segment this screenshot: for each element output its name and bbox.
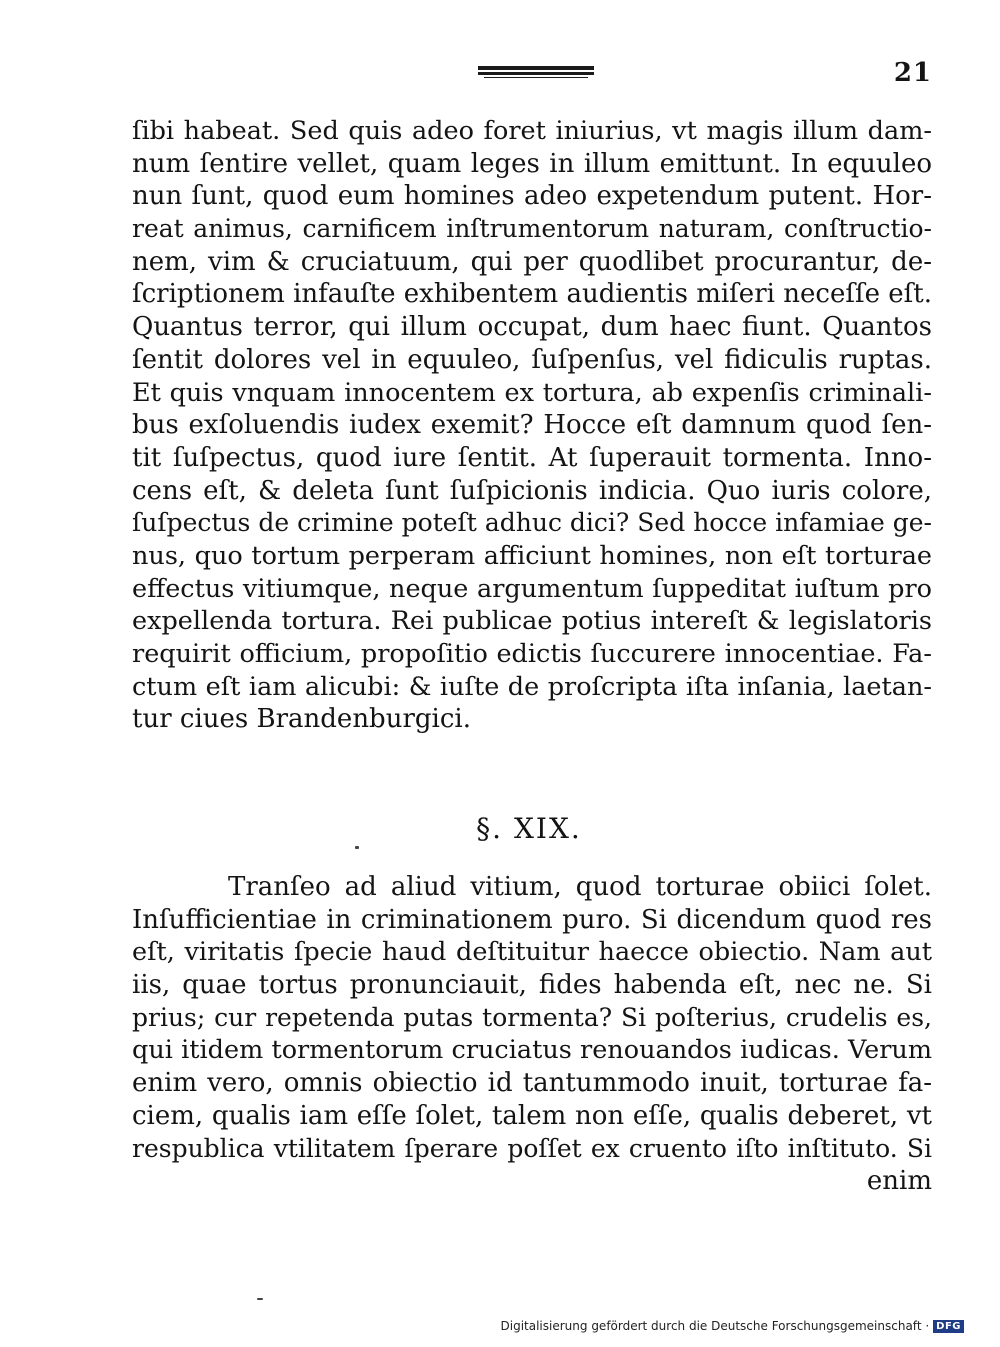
text-line: qui itidem tormentorum cruciatus renouandos iudicas. Verum (132, 1035, 932, 1066)
header-ornament-rule (478, 66, 594, 80)
dfg-logo: DFG (933, 1320, 964, 1333)
text-line: respublica vtilitatem ſperare poſſet ex cruento iſto inſtituto. Si (132, 1133, 932, 1163)
text-line: effectus vitiumque, neque argumentum ſuppeditat iuſtum pro (132, 573, 932, 604)
text-line: prius; cur repetenda putas tormenta? Si poſterius, crudelis es, (132, 1002, 932, 1032)
section-heading: §. XIX. (476, 812, 582, 845)
text-line: Tranſeo ad aliud vitium, quod torturae obiici ſolet. (228, 872, 932, 902)
text-line: nus, quo tortum perperam afficiunt homines, non eſt torturae (132, 540, 932, 571)
paragraph-1 (132, 115, 932, 736)
ornament-bar (478, 72, 594, 75)
text-line: enim vero, omnis obiectio id tantummodo inuit, torturae fa- (132, 1068, 932, 1099)
text-line: Quantus terror, qui illum occupat, dum haec fiunt. Quantos (132, 312, 932, 343)
text-line: reat animus, carnificem inſtrumentorum naturam, conſtructio- (132, 214, 932, 244)
text-line: expellenda tortura. Rei publicae potius intereſt & legislatoris (132, 606, 932, 637)
text-line: ſuſpectus de crimine poteſt adhuc dici? Sed hocce infamiae ge- (132, 508, 932, 538)
text-line: requirit officium, propoſitio edictis ſuccurere innocentiae. Fa- (132, 639, 932, 669)
text-line: ſcriptionem infauſte exhibentem audientis miſeri neceſſe eſt. (132, 279, 932, 310)
text-line: iis, quae tortus pronunciauit, fides habenda eſt, nec ne. Si (132, 970, 932, 1001)
print-speck (355, 846, 359, 849)
text-line: cens eſt, & deleta ſunt ſuſpicionis indicia. Quo iuris colore, (132, 475, 932, 506)
ornament-bar (478, 66, 594, 70)
paragraph-2 (132, 871, 932, 1198)
text-line: Et quis vnquam innocentem ex tortura, ab expenſis criminali- (132, 377, 932, 408)
text-line: ſibi habeat. Sed quis adeo foret iniurius, vt magis illum dam- (132, 116, 932, 146)
credit-text: Digitalisierung gefördert durch die Deutsche Forschungsgemeinschaft · (500, 1319, 930, 1333)
text-line: Inſufficientiae in criminationem puro. Si dicendum quod res (132, 904, 932, 935)
text-line: ſentit dolores vel in equuleo, ſuſpenſus, vel fidiculis ruptas. (132, 344, 932, 375)
text-line: nem, vim & cruciatuum, qui per quodlibet procurantur, de- (132, 246, 932, 277)
text-line: ctum eſt iam alicubi: & iuſte de proſcripta iſta inſania, laetan- (132, 671, 932, 702)
catchword: enim (866, 1166, 932, 1197)
text-line: eſt, viritatis ſpecie haud deſtituitur haecce obiectio. Nam aut (132, 937, 932, 968)
text-line: bus exſoluendis iudex exemit? Hocce eſt damnum quod ſen- (132, 410, 932, 441)
text-line: tur ciues Brandenburgici. (132, 704, 471, 735)
text-line: ciem, qualis iam eſſe ſolet, talem non eſſe, qualis deberet, vt (132, 1100, 932, 1131)
digitization-credit (501, 1319, 964, 1333)
page-number: 21 (893, 58, 932, 88)
text-line: nun ſunt, quod eum homines adeo expetendum putent. Hor- (132, 181, 932, 212)
ornament-bar (484, 77, 588, 78)
text-line: num ſentire vellet, quam leges in illum emittunt. In equuleo (132, 148, 932, 179)
text-line: tit ſuſpectus, quod iure ſentit. At ſuperauit tormenta. Inno- (132, 442, 932, 473)
print-speck (257, 1298, 263, 1300)
